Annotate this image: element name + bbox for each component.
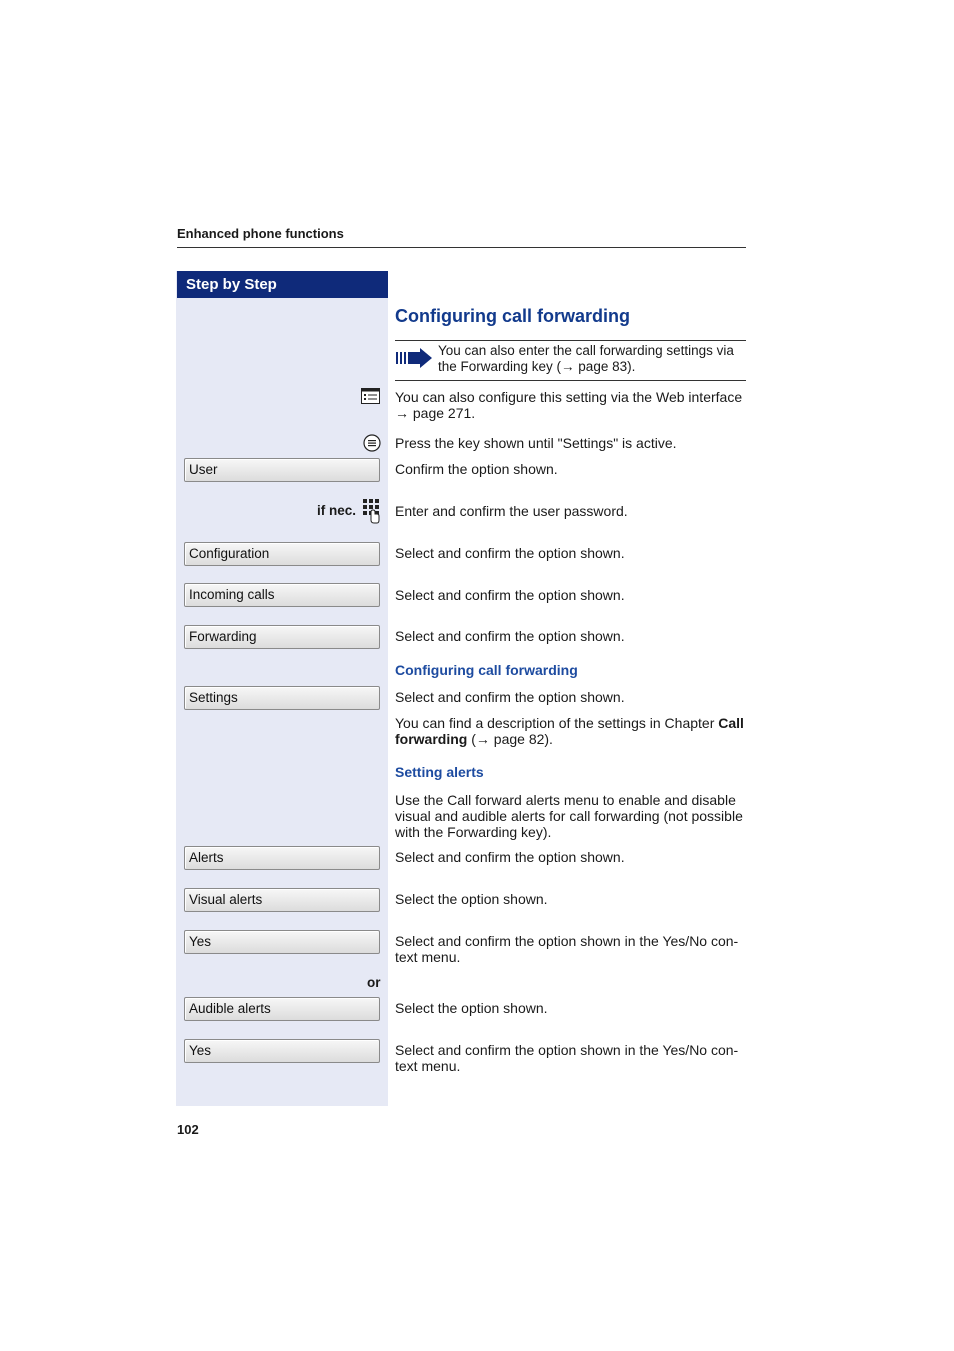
alerts-intro-text: Use the Call forward alerts menu to enable and disable visual and audible alerts for call forwarding (not possible with the Forwarding key). — [395, 792, 743, 840]
step-text-incoming-calls: Select and confirm the option shown. — [395, 587, 625, 603]
note-bottom-rule — [395, 380, 746, 381]
menu-key-icon — [361, 388, 380, 404]
menu-option-settings[interactable]: Settings — [184, 686, 380, 710]
step-text-alerts: Select and confirm the option shown. — [395, 849, 625, 865]
step-text-audible-alerts: Select the option shown. — [395, 1000, 548, 1016]
page-number: 102 — [177, 1122, 199, 1137]
note-top-rule — [395, 340, 746, 341]
step-text-visual-alerts: Select the option shown. — [395, 891, 548, 907]
menu-option-yes-visual[interactable]: Yes — [184, 930, 380, 954]
menu-option-configuration[interactable]: Configuration — [184, 542, 380, 566]
menu-option-forwarding[interactable]: Forwarding — [184, 625, 380, 649]
page-title: Configuring call forwarding — [395, 306, 630, 326]
section-header: Enhanced phone functions — [177, 226, 344, 241]
enter-password-text: Enter and confirm the user password. — [395, 503, 628, 519]
menu-option-incoming-calls[interactable]: Incoming calls — [184, 583, 380, 607]
note-text: You can also enter the call forwarding settings via the Forwarding key (→ page 83). — [438, 343, 734, 374]
step-text-yes-audible: Select and confirm the option shown in the Yes/No con-text menu. — [395, 1042, 739, 1074]
menu-option-yes-audible[interactable]: Yes — [184, 1039, 380, 1063]
keypad-icon — [362, 498, 381, 524]
step-text-settings: Select and confirm the option shown. — [395, 689, 625, 705]
header-divider — [177, 247, 746, 248]
or-label: or — [367, 975, 381, 990]
press-key-text: Press the key shown until "Settings" is active. — [395, 435, 677, 451]
subheading-configuring-forwarding: Configuring call forwarding — [395, 662, 578, 678]
scroll-key-icon — [363, 434, 381, 452]
step-text-yes-visual: Select and confirm the option shown in the Yes/No con-text menu. — [395, 933, 739, 965]
if-necessary-label: if nec. — [317, 503, 357, 518]
confirm-option-text: Confirm the option shown. — [395, 461, 558, 477]
subheading-setting-alerts: Setting alerts — [395, 764, 484, 780]
menu-option-user[interactable]: User — [184, 458, 380, 482]
menu-option-audible-alerts[interactable]: Audible alerts — [184, 997, 380, 1021]
step-text-configuration: Select and confirm the option shown. — [395, 545, 625, 561]
step-text-forwarding: Select and confirm the option shown. — [395, 628, 625, 644]
chapter-link-call-forwarding: Call forwarding — [395, 715, 744, 747]
arrow-note-icon — [396, 348, 432, 368]
web-info-text: You can also configure this setting via the Web interface → page 271. — [395, 389, 743, 421]
sidebar-title: Step by Step — [177, 271, 388, 298]
menu-option-visual-alerts[interactable]: Visual alerts — [184, 888, 380, 912]
menu-option-alerts[interactable]: Alerts — [184, 846, 380, 870]
description-text: You can find a description of the settings in Chapter Call forwarding (→ page 82). — [395, 715, 744, 747]
